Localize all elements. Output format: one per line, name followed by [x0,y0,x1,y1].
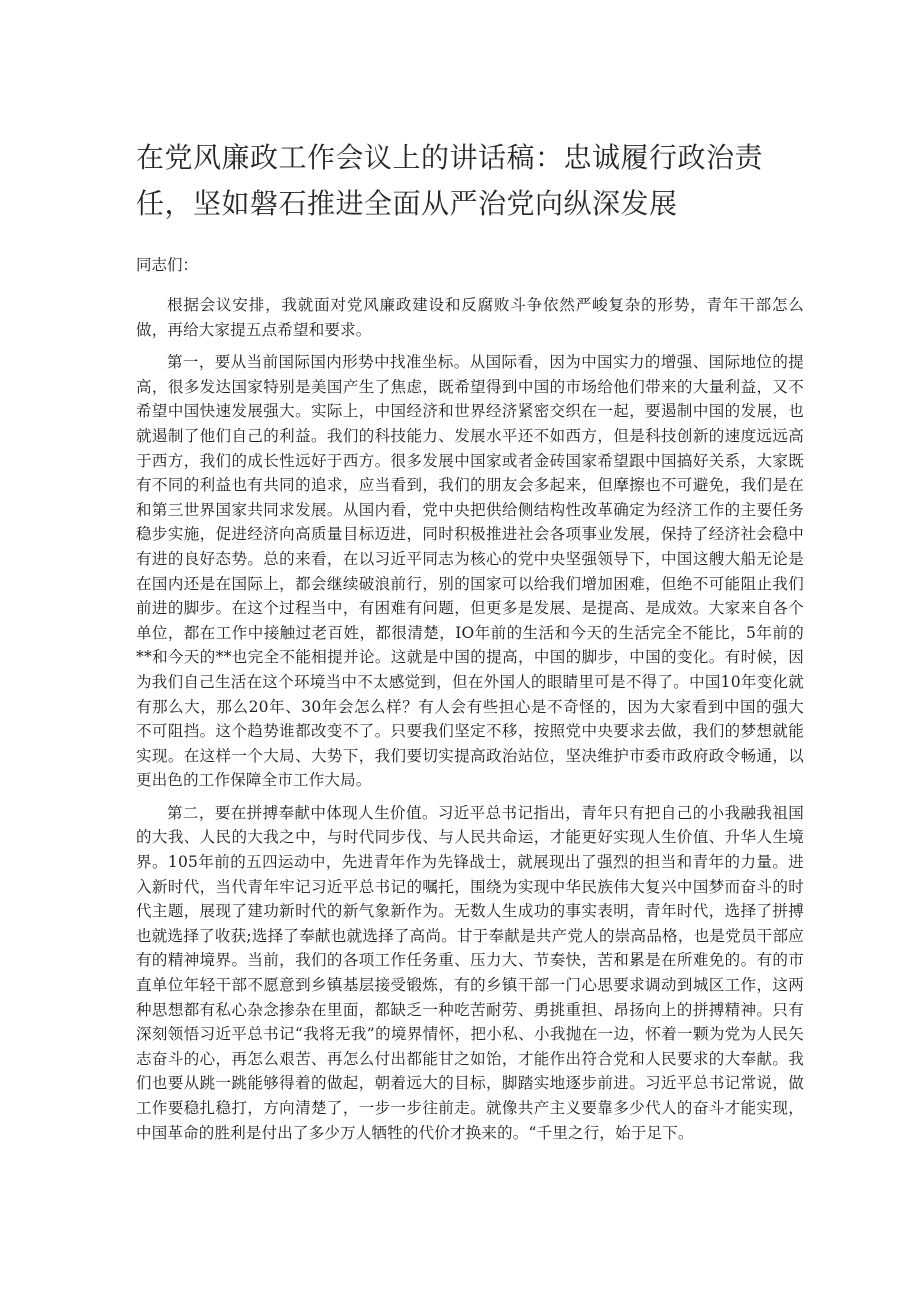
paragraph-point-two: 第二，要在拼搏奉献中体现人生价值。习近平总书记指出，青年只有把自己的小我融我祖国的大我、人民的大我之中，与时代同步伐、与人民共命运，才能更好实现人生价值、升华人生境界。105年前的五四运动中，先进青年作为先锋战士，就展现出了强烈的担当和青年的力量。进入新时代，当代青年牢记习近平总书记的嘱托，围绕为实现中华民族伟大复兴中国梦而奋斗的时代主题，展现了建功新时代的新气象新作为。无数人生成功的事实表明，青年时代，选择了拼搏也就选择了收获;选择了奉献也就选择了高尚。甘于奉献是共产党人的崇高品格，也是党员干部应有的精神境界。当前，我们的各项工作任务重、压力大、节奏快，苦和累是在所难免的。有的市直单位年轻干部不愿意到乡镇基层接受锻炼，有的乡镇干部一门心思要求调动到城区工作，这两种思想都有私心杂念掺杂在里面，都缺乏一种吃苦耐劳、勇挑重担、昂扬向上的拼搏精神。只有深刻领悟习近平总书记“我将无我”的境界情怀，把小私、小我抛在一边，怀着一颗为党为人民矢志奋斗的心，再怎么艰苦、再怎么付出都能甘之如饴，才能作出符合党和人民要求的大奉献。我们也要从跳一跳能够得着的做起，朝着远大的目标，脚踏实地逐步前进。习近平总书记常说，做工作要稳扎稳打，方向清楚了，一步一步往前走。就像共产主义要靠多少代人的奋斗才能实现，中国革命的胜利是付出了多少万人牺牲的代价才换来的。“千里之行，始于足下。 [136,803,804,1142]
document-page [136,135,804,1145]
document-title: 在党风廉政工作会议上的讲话稿：忠诚履行政治责任，坚如磐石推进全面从严治党向纵深发展 [136,141,764,220]
salutation: 同志们： [136,256,199,274]
paragraph-intro: 根据会议安排，我就面对党风廉政建设和反腐败斗争依然严峻复杂的形势，青年干部怎么做，再给大家提五点希望和要求。 [136,296,804,339]
paragraph-point-one: 第一，要从当前国际国内形势中找准坐标。从国际看，因为中国实力的增强、国际地位的提高，很多发达国家特别是美国产生了焦虑，既希望得到中国的市场给他们带来的大量利益，又不希望中国快速发展强大。实际上，中国经济和世界经济紧密交织在一起，要遏制中国的发展，也就遏制了他们自己的利益。我们的科技能力、发展水平还不如西方，但是科技创新的速度远远高于西方，我们的成长性远好于西方。很多发展中国家或者金砖国家希望跟中国搞好关系，大家既有不同的利益也有共同的追求，应当看到，我们的朋友会多起来，但摩擦也不可避免，我们是在和第三世界国家共同求发展。从国内看，党中央把供给侧结构性改革确定为经济工作的主要任务稳步实施，促进经济向高质量目标迈进，同时积极推进社会各项事业发展，保持了经济社会稳中有进的良好态势。总的来看，在以习近平同志为核心的党中央坚强领导下，中国这艘大船无论是在国内还是在国际上，都会继续破浪前行，别的国家可以给我们增加困难，但绝不可能阻止我们前进的脚步。在这个过程当中，有困难有问题，但更多是发展、是提高、是成效。大家来自各个单位，都在工作中接触过老百姓，都很清楚，IO年前的生活和今天的生活完全不能比，5年前的**和今天的**也完全不能相提并论。这就是中国的提高，中国的脚步，中国的变化。有时候，因为我们自己生活在这个环境当中不太感觉到，但在外国人的眼睛里可是不得了。中国10年变化就有那么大，那么20年、30年会怎么样？有人会有些担心是不奇怪的，因为大家看到中国的强大不可阻挡。这个趋势谁都改变不了。只要我们坚定不移，按照党中央要求去做，我们的梦想就能实现。在这样一个大局、大势下，我们要切实提高政治站位，坚决维护市委市政府政令畅通，以更出色的工作保障全市工作大局。 [136,353,804,790]
